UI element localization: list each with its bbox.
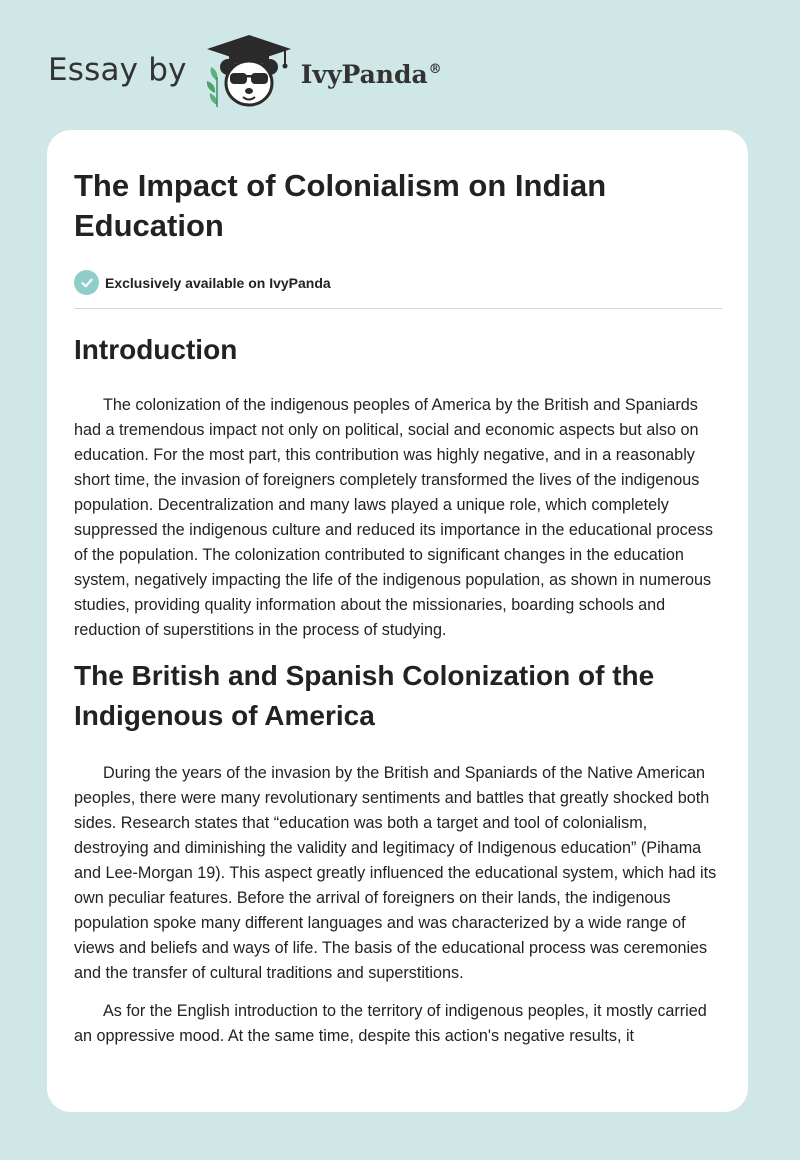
brand-prefix: Essay by: [48, 52, 187, 88]
essay-card: [47, 130, 748, 1112]
badge-text: Exclusively available on IvyPanda: [105, 274, 331, 291]
exclusive-badge: [74, 270, 722, 309]
paragraph: During the years of the invasion by the British and Spaniards of the Native American peoples, there were many revolutionary sentiments and battles that greatly shocked both sides. Research states that “education was both a target and tool of colonialism, destroying and diminishing the validity and legitimacy of Indigenous education” (Pihama and Lee-Morgan 19). This aspect greatly influenced the educational system, which had its own peculiar features. Before the arrival of foreigners on their lands, the indigenous population spoke many different languages and was characterized by a wide range of views and beliefs and ways of life. The basis of the educational process was ceremonies and the transfer of cultural traditions and superstitions.: [74, 764, 717, 982]
content-fade: [47, 1072, 748, 1112]
section-heading-introduction: Introduction: [74, 334, 238, 365]
check-circle-icon: [74, 270, 99, 295]
section-heading-colonization: The British and Spanish Colonization of the Indigenous of America: [74, 660, 655, 731]
graduation-panda-icon: [203, 29, 295, 111]
page-title: The Impact of Colonialism on Indian Education: [74, 168, 607, 243]
paragraph: The colonization of the indigenous peoples of America by the British and Spaniards had a tremendous impact not only on political, social and economic aspects but also on education. For the most part, this contribution was highly negative, and in a reasonably short time, the invasion of foreigners completely transformed the lives of the indigenous population. Decentralization and many laws played a unique role, which completely suppressed the indigenous culture and reduced its importance in the educational process of the population. The colonization contributed to significant changes in the education system, negatively impacting the life of the indigenous population, as shown in numerous studies, providing quality information about the missionaries, boarding schools and reduction of superstitions in the process of studying.: [74, 396, 713, 639]
brand-name: IvyPanda®: [300, 59, 442, 89]
paragraph: As for the English introduction to the territory of indigenous peoples, it mostly carried an oppressive mood. At the same time, despite this action's negative results, it: [74, 1002, 707, 1045]
brand-header: [48, 30, 442, 110]
